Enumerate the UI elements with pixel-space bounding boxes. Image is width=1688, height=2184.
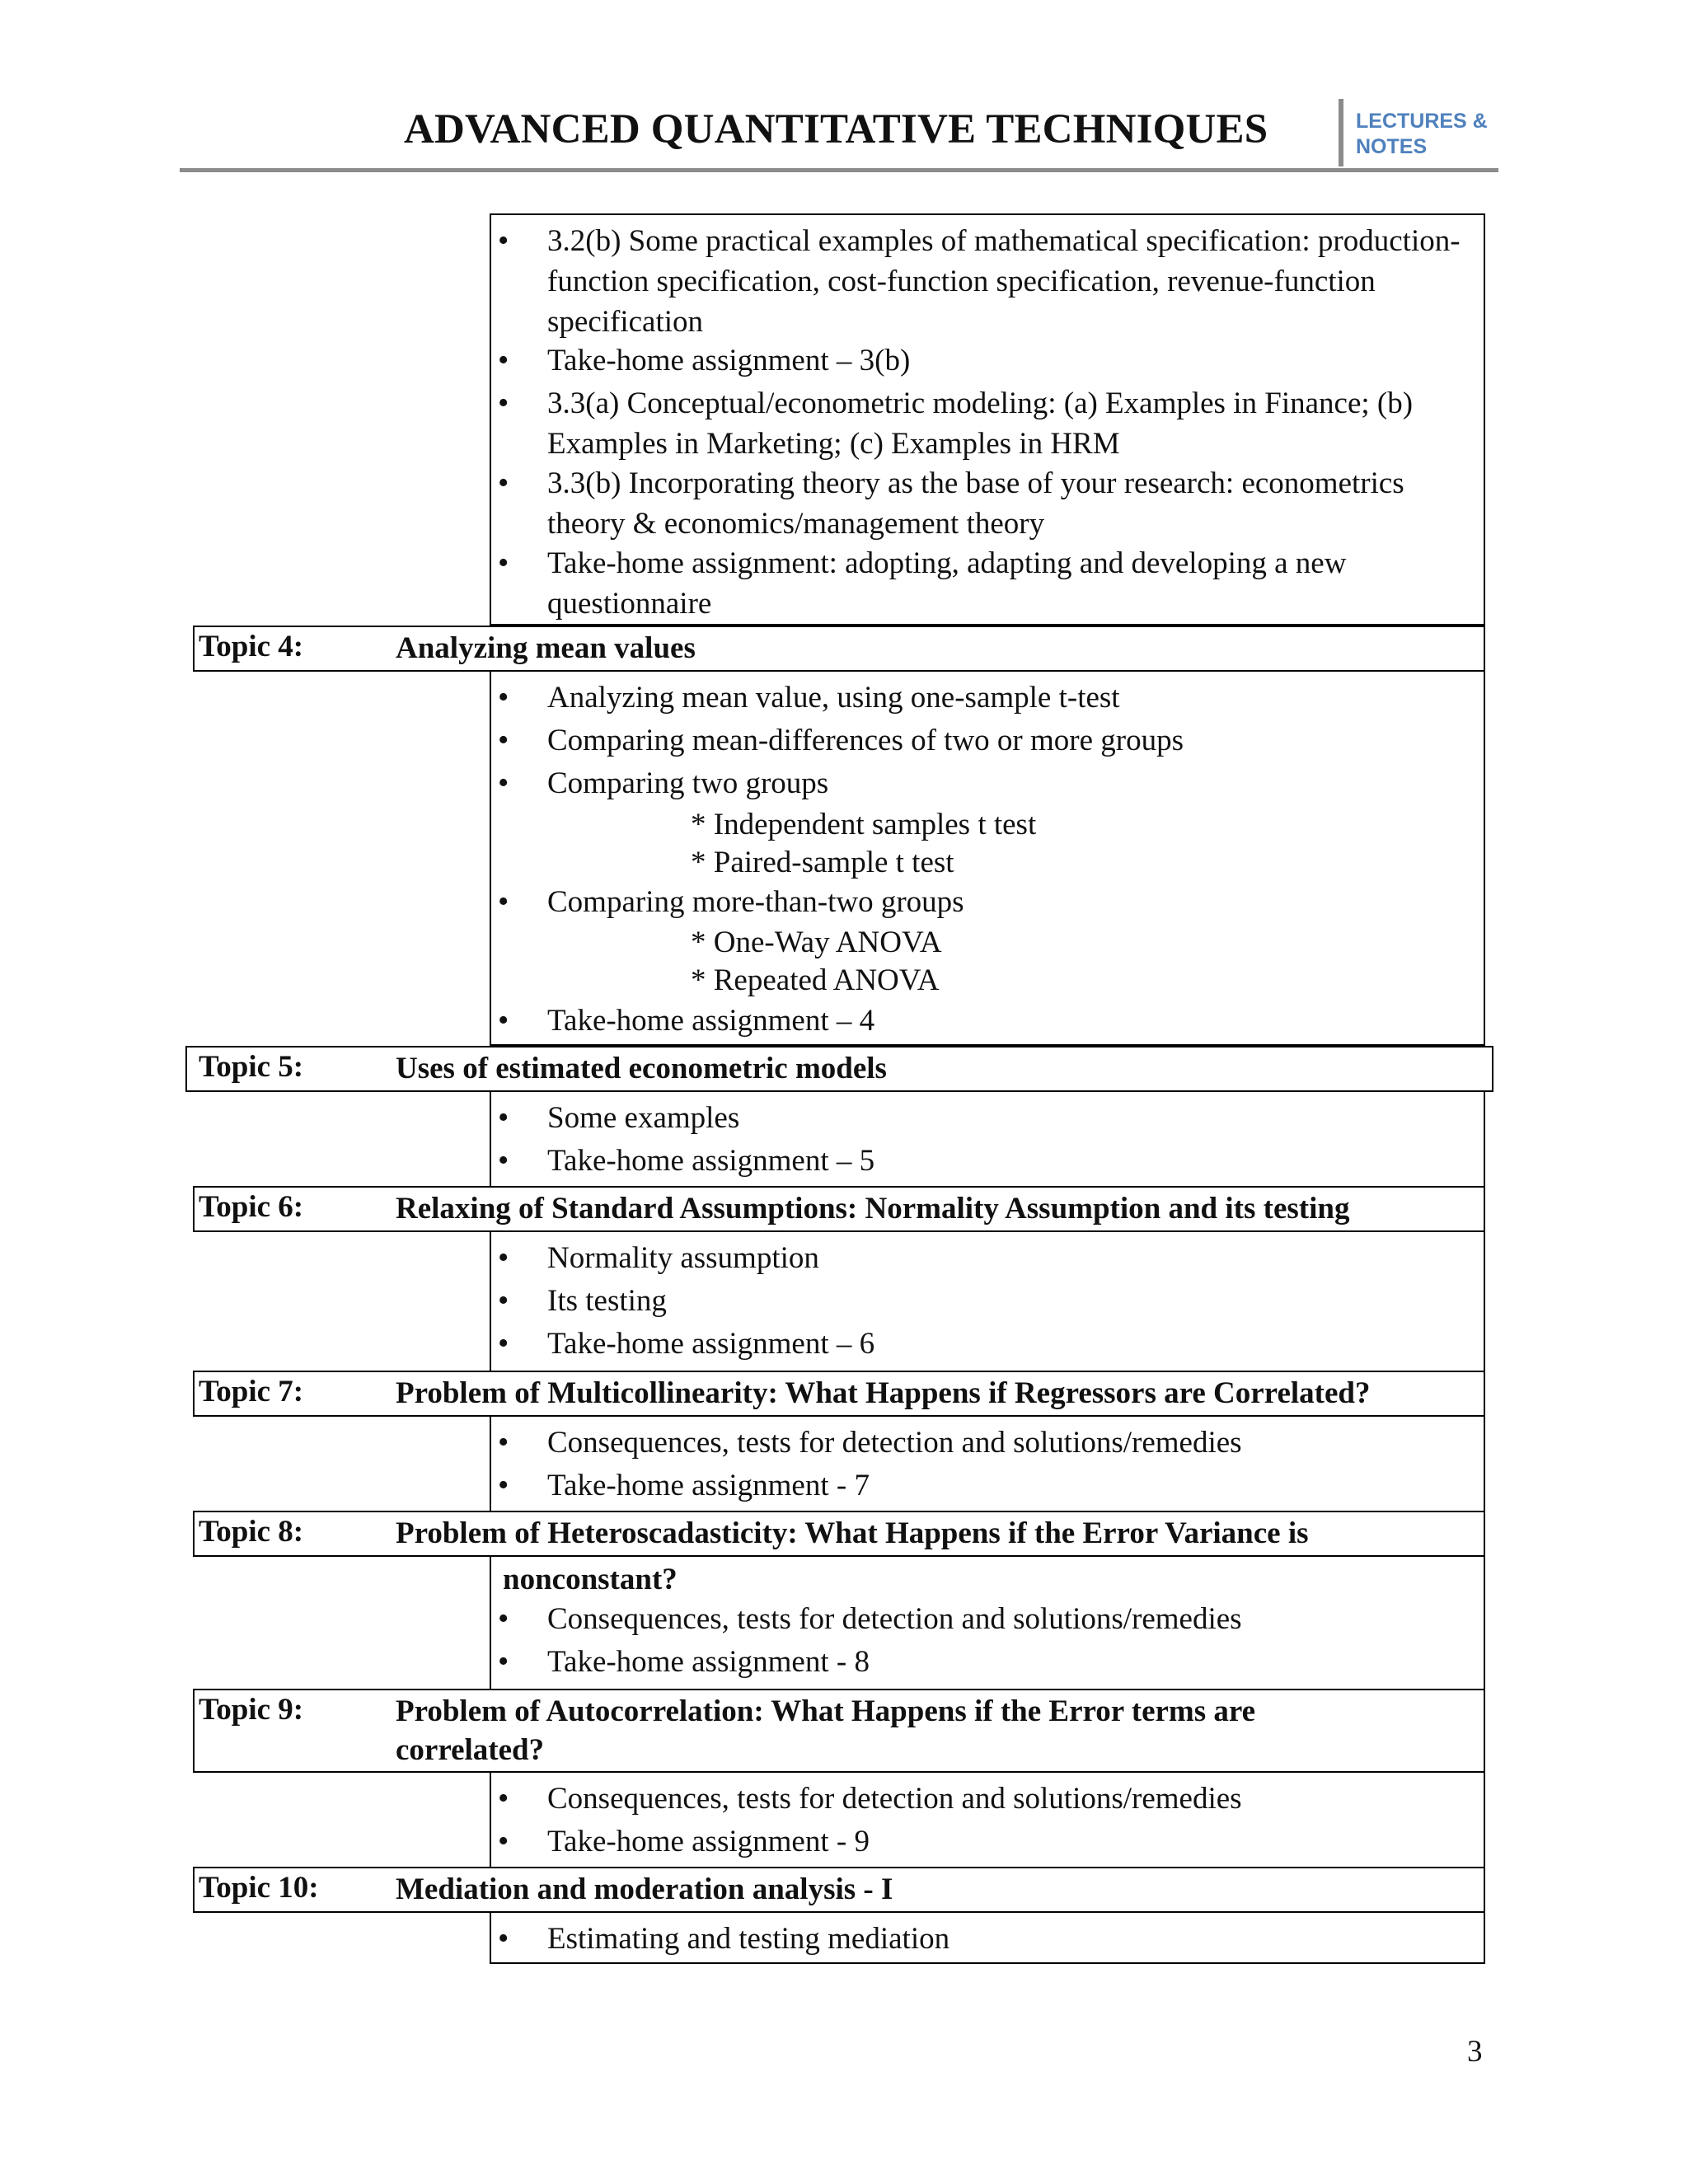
list-item: • Consequences, tests for detection and solutions/remedies [493,1422,1480,1463]
list-item: • Take-home assignment - 7 [493,1465,1480,1506]
list-item: • Take-home assignment – 4 [493,1001,1480,1041]
topic-title: Relaxing of Standard Assumptions: Normality Assumption and its testing [396,1192,1350,1226]
header-tag-line-1: LECTURES & [1356,110,1488,133]
list-item: • Take-home assignment – 5 [493,1141,1480,1181]
list-item: • Take-home assignment - 9 [493,1821,1480,1862]
list-item: • Comparing more-than-two groups [493,882,1480,922]
header-divider [1339,99,1343,166]
list-item: • Consequences, tests for detection and solutions/remedies [493,1599,1480,1639]
topic-6-items [493,1238,1480,1364]
sub-item: * Paired-sample t test [691,846,954,879]
topic-8-items [493,1599,1480,1682]
sub-item: * Repeated ANOVA [691,963,940,997]
topic-7-items [493,1422,1480,1506]
header-tag-line-2: NOTES [1356,135,1428,158]
list-item: • Estimating and testing mediation [493,1919,1480,1959]
list-item: • Comparing two groups [493,763,1480,804]
list-item: • Consequences, tests for detection and solutions/remedies [493,1779,1480,1819]
topic-4-items [493,677,1480,804]
list-item: • 3.3(a) Conceptual/econometric modeling: (a) Examples in Finance; (b) Examples in Marketing; (c) Examples in HRM [493,383,1480,464]
topic-label: Topic 6: [199,1190,304,1224]
topic-label: Topic 4: [199,630,304,663]
list-item: • Take-home assignment: adopting, adapting and developing a new questionnaire [493,543,1480,624]
list-item: • Take-home assignment – 6 [493,1324,1480,1364]
list-item: • Comparing mean-differences of two or more groups [493,720,1480,761]
topic-title-continued: nonconstant? [503,1563,678,1596]
list-item: • Some examples [493,1098,1480,1138]
topic-label: Topic 5: [199,1050,304,1084]
header-tag [1356,109,1488,160]
sub-item: * Independent samples t test [691,808,1037,841]
topic-title: Problem of Multicollinearity: What Happens if Regressors are Correlated? [396,1376,1371,1410]
list-item: • 3.2(b) Some practical examples of mathematical specification: production-function specification, cost-function specification, revenue-function specification [493,221,1480,342]
topic-label: Topic 10: [199,1871,319,1905]
topic-3-items [493,221,1480,624]
list-item: • Normality assumption [493,1238,1480,1278]
topic-4-header-box [193,626,1485,672]
page-number: 3 [1467,2035,1483,2069]
list-item: • Its testing [493,1281,1480,1321]
topic-label: Topic 7: [199,1375,304,1408]
list-item: • Take-home assignment – 3(b) [493,340,1480,381]
topic-4-items-continued [493,882,1480,922]
list-item: • Analyzing mean value, using one-sample t-test [493,677,1480,718]
header-rule [180,168,1498,172]
topic-label: Topic 9: [199,1693,304,1727]
document-title: ADVANCED QUANTITATIVE TECHNIQUES [404,106,1268,152]
topic-9-items [493,1779,1480,1862]
topic-title: Mediation and moderation analysis - I [396,1872,893,1906]
list-item: • Take-home assignment - 8 [493,1642,1480,1682]
topic-title: Problem of Heteroscadasticity: What Happens if the Error Variance is [396,1516,1309,1550]
topic-title: Uses of estimated econometric models [396,1052,887,1085]
topic-5-items [493,1098,1480,1181]
topic-label: Topic 8: [199,1515,304,1549]
topic-title: Analyzing mean values [396,631,696,665]
topic-4-items-final [493,1001,1480,1041]
topic-10-items [493,1919,1480,1959]
sub-item: * One-Way ANOVA [691,926,942,959]
list-item: • 3.3(b) Incorporating theory as the base of your research: econometrics theory & economics/management theory [493,463,1480,544]
topic-title: Problem of Autocorrelation: What Happens if the Error terms are correlated? [396,1694,1256,1767]
